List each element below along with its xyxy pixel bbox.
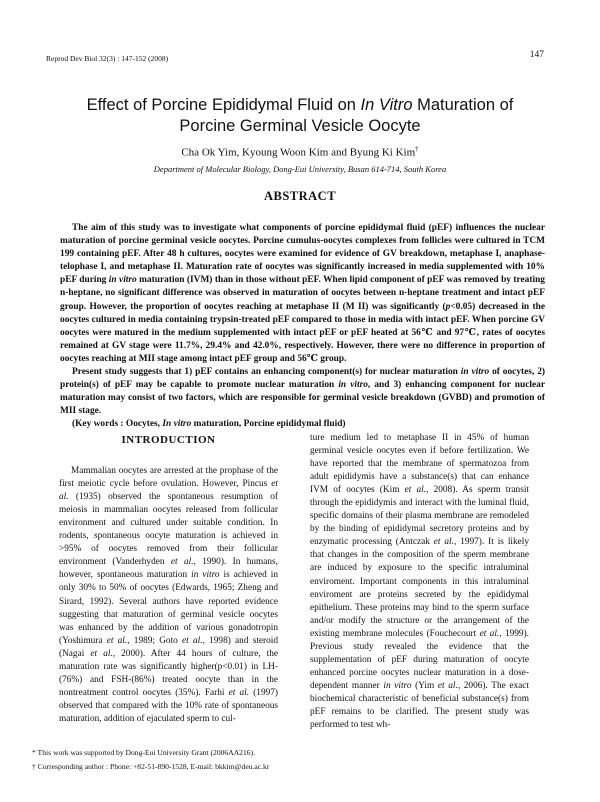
journal-citation: Reprod Dev Biol 32(3) : 147-152 (2008) [46, 54, 169, 63]
affiliation: Department of Molecular Biology, Dong-Eui University, Busan 614-714, South Korea [153, 164, 447, 174]
abstract-heading: ABSTRACT [263, 189, 337, 203]
intro-paragraph-right: ture medium led to metaphase II in 45% of human germinal vesicle oocytes even if before fertilization. We have reported that the membrane of spermatozoa from adult epididymis have a substance(s) that can enhance IVM of oocytes (Kim et al., 2008). As sperm transit through the epididymis and interact with the luminal fluid, specific domains of their plasma membrane are remodeled by the binding of epididymal secretory proteins and by enzymatic processing (Antczak et al., 1997). It is likely that changes in the composition of the sperm membrane are induced by exposure to the specific intraluminal enviroment. Important components in this intraluminal enviroment are proteins secreted by the epididymal epithelium. These proteins may bind to the sperm surface and/or modify the structure or the arrangement of the existing membrane molecules (Fouchecourt et al., 1999). Previous study revealed the evidence that the supplementation of pEF during maturation of oocyte enhanced porcine oocytes nuclear maturation in a dose-dependent manner in vitro (Yim et al., 2006). The exact biochemical characteristic of beneficial substance(s) from pEF remains to be clarified. The present study was performed to test wh- [310, 433, 530, 731]
abstract-paragraph-2: Present study suggests that 1) pEF contains an enhancing component(s) for nuclear maturation in vitro of oocytes, 2) protein(s) of pEF may be capable to promote nuclear maturation in vitro, and 3) enhancing component for nuclear maturation may consist of two factors, which are responsible for germinal vesicle breakdown (GVBD) and promotion of MII stage. [60, 367, 546, 417]
abstract-body [60, 222, 545, 432]
left-column [59, 432, 278, 726]
intro-paragraph-left: Mammalian oocytes are arrested at the prophase of the first meiotic cycle before ovulation. However, Pincus et al. (1935) observed the spontaneous resumption of meiosis in mammalian oocytes released from follicular environment and cultured under suitable condition. In rodents, spontaneous oocyte maturation is achieved in >95% of oocytes removed from their follicular environment (Vanderhyden et al., 1990). In humans, however, spontaneous maturation in vitro is achieved in only 30% to 50% of oocytes (Edwards, 1965; Zheng and Sirard, 1992). Several authors have reported evidence suggesting that maturation of germinal vesicle oocytes was enhanced by the addition of various gonadotropin (Yoshimura et al., 1989; Goto et al., 1998) and steroid (Nagai et al., 2000). After 44 hours of culture, the maturation rate was significantly higher(p<0.01) in LH-(76%) and FSH-(86%) treated oocyte than in the nontreatment control oocytes (35%). Farhi et al. (1997) observed that compared with the 10% rate of spontaneous maturation, addition of ejaculated sperm to cul- [59, 466, 279, 724]
footnote-corresponding: † Corresponding author : Phone: +82-51-890-1528, E-mail: bkkim@deu.ac.kr [32, 762, 270, 771]
paper-title [0, 95, 600, 137]
author-list: Cha Ok Yim, Kyoung Woon Kim and Byung Ki Kim† [181, 145, 419, 159]
keywords: (Key words : Oocytes, In vitro maturation, Porcine epididymal fluid) [72, 419, 346, 430]
footnote-funding: * This work was supported by Dong-Eui University Grant (2006AA216). [32, 748, 256, 757]
title-line-2: Porcine Germinal Vesicle Oocyte [179, 117, 421, 135]
right-column [310, 432, 529, 732]
page-number: 147 [529, 50, 544, 60]
corresponding-mark: † [415, 145, 419, 153]
abstract-paragraph-1: The aim of this study was to investigate what components of porcine epididymal fluid (pEF) influences the nuclear maturation of porcine germinal vesicle oocytes. Porcine cumulus-oocytes complexes from follicles were cultured in TCM 199 containing pEF. After 48 h cultures, oocytes were examined for evidence of GV breakdown, metaphase I, anaphase-telophase I, and metaphase II. Maturation rate of oocytes was significantly increased in media supplemented with 10% pEF during in vitro maturation (IVM) than in those without pEF. When lipid component of pEF was removed by treating n-heptane, no significant difference was observed in maturation of oocytes between n-heptane treatment and intact pEF group. However, the proportion of oocytes reaching at metaphase II (M II) was significantly (p<0.05) decreased in the oocytes cultured in media containing trypsin-treated pEF compared to those in media with intact pEF. When porcine GV oocytes were matured in the medium supplemented with intact pEF or pEF heated at 56℃ and 97℃, rates of oocytes remained at GV stage were 11.7%, 29.4% and 42.0%, respectively. However, there were no difference in proportion of oocytes reaching at MII stage among intact pEF group and 56℃ group. [60, 223, 545, 364]
introduction-heading: INTRODUCTION [121, 434, 216, 446]
title-line-1: Effect of Porcine Epididymal Fluid on In Vitro Maturation of [86, 96, 514, 114]
